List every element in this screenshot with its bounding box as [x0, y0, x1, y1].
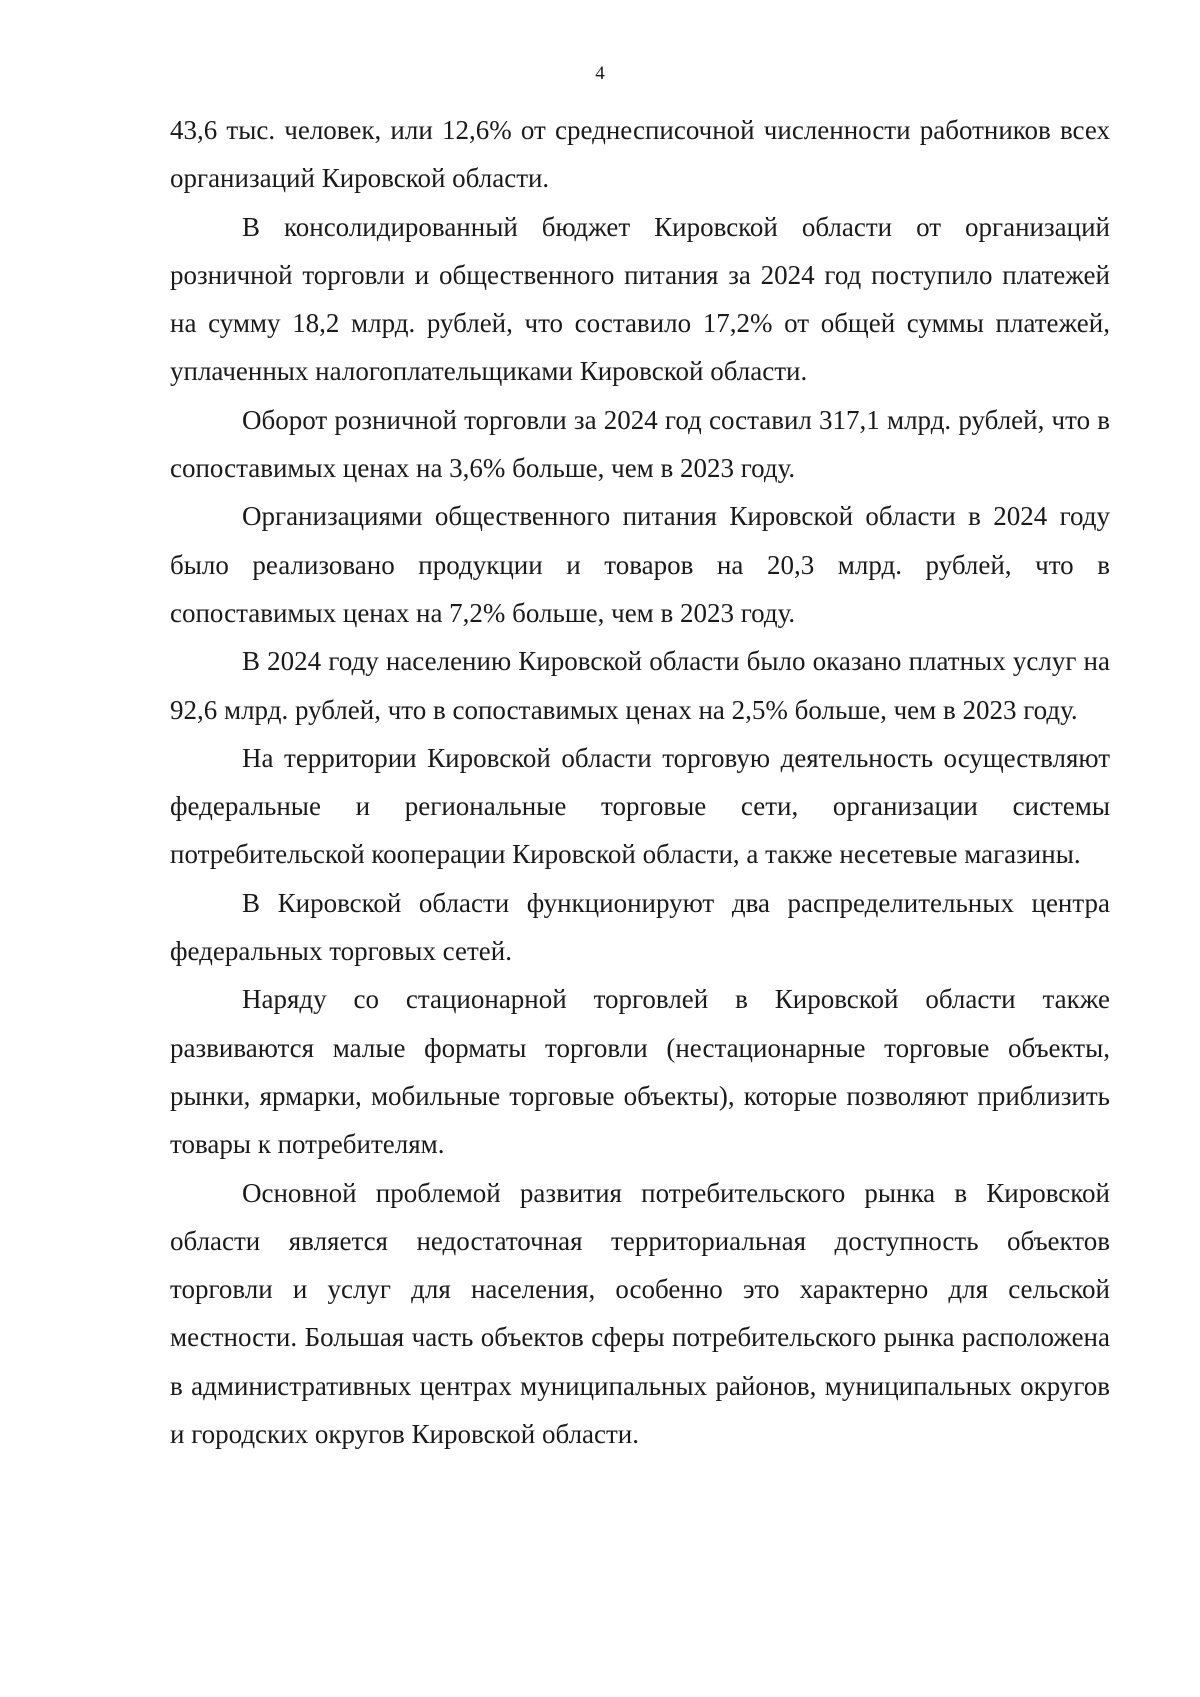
page-number: 4: [595, 63, 605, 84]
paragraph-distribution-centers: В Кировской области функционируют два распределительных центра федеральных торговых сетей.: [170, 887, 1110, 967]
paragraph-employment-continuation: 43,6 тыс. человек, или 12,6% от среднесписочной численности работников всех организаций Кировской области.: [170, 115, 1110, 194]
document-body: [170, 106, 1110, 1458]
paragraph-paid-services: В 2024 году населению Кировской области было оказано платных услуг на 92,6 млрд. рублей, что в сопоставимых ценах на 2,5% больше, чем в 2023 году.: [170, 646, 1110, 725]
paragraph-budget-payments: В консолидированный бюджет Кировской области от организаций розничной торговли и общественного питания за 2024 год поступило платежей на сумму 18,2 млрд. рублей, что составило 17,2% от общей суммы платежей, уплаченных налогоплательщиками Кировской области.: [170, 211, 1110, 387]
paragraph-retail-turnover: Оборот розничной торговли за 2024 год составил 317,1 млрд. рублей, что в сопоставимых ценах на 3,6% больше, чем в 2023 году.: [170, 404, 1110, 484]
paragraph-trade-networks: На территории Кировской области торговую деятельность осуществляют федеральные и региональные торговые сети, организации системы потребительской кооперации Кировской области, а также несетевые магазины.: [170, 742, 1110, 870]
paragraph-catering: Организациями общественного питания Кировской области в 2024 году было реализовано продукции и товаров на 20,3 млрд. рублей, что в сопоставимых ценах на 7,2% больше, чем в 2023 году.: [170, 501, 1110, 628]
paragraph-main-problem: Основной проблемой развития потребительского рынка в Кировской области является недостаточная территориальная доступность объектов торговли и услуг для населения, особенно это характерно для сельской местности. Большая часть объектов сферы потребительского рынка расположена в административных центрах муниципальных районов, муниципальных округов и городских округов Кировской области.: [170, 1177, 1110, 1450]
paragraph-small-formats: Наряду со стационарной торговлей в Кировской области также развиваются малые форматы торговли (нестационарные торговые объекты, рынки, ярмарки, мобильные торговые объекты), которые позволяют приблизить товары к потребителям.: [170, 984, 1110, 1160]
